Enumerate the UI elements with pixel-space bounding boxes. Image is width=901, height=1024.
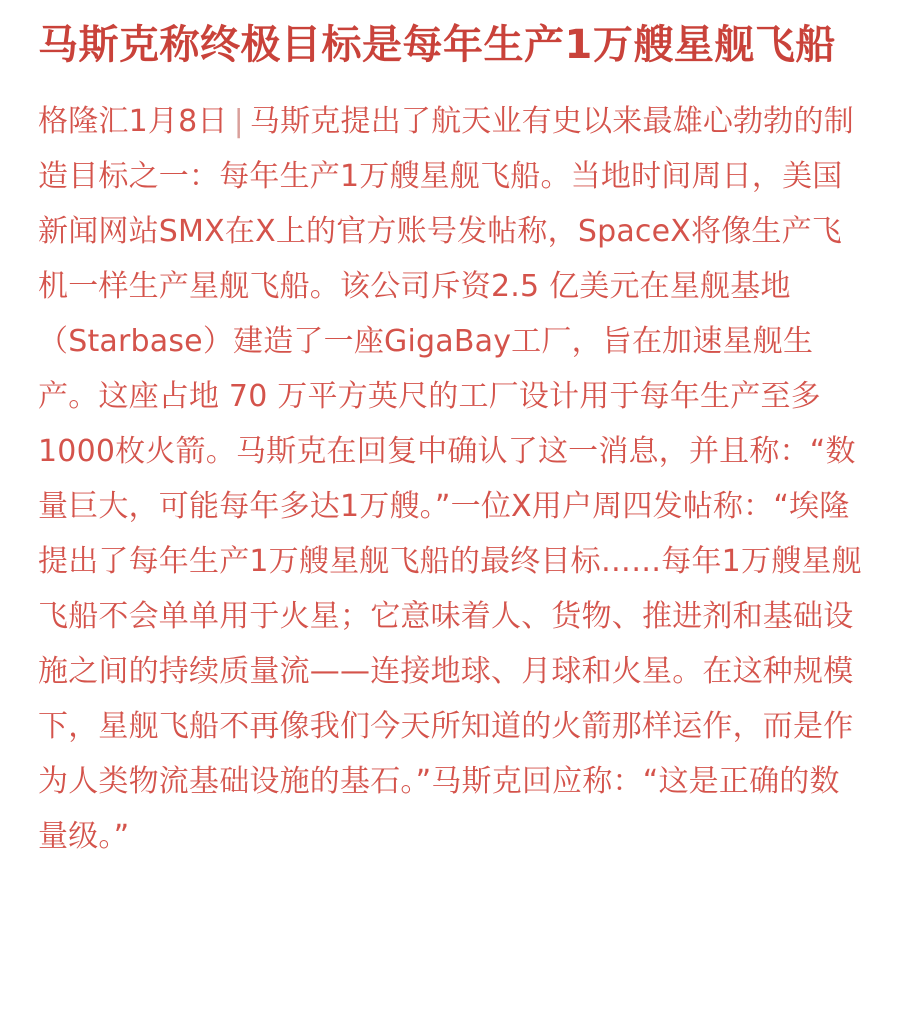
- article: [38, 14, 868, 864]
- article-source: 格隆汇1月8日: [38, 104, 228, 139]
- article-body: [38, 94, 868, 864]
- article-body-text: 马斯克提出了航天业有史以来最雄心勃勃的制造目标之一：每年生产1万艘星舰飞船。当地时间周日，美国新闻网站SMX在X上的官方账号发帖称，SpaceX将像生产飞机一样生产星舰飞船。该公司斥资2.5 亿美元在星舰基地（Starbase）建造了一座GigaBay工厂，旨在加速星舰生产。这座占地 70 万平方英尺的工厂设计用于每年生产至多1000枚火箭。马斯克在回复中确认了这一消息，并且称：“数量巨大，可能每年多达1万艘。”一位X用户周四发帖称：“埃隆提出了每年生产1万艘星舰飞船的最终目标……每年1万艘星舰飞船不会单单用于火星；它意味着人、货物、推进剂和基础设施之间的持续质量流——连接地球、月球和火星。在这种规模下，星舰飞船不再像我们今天所知道的火箭那样运作，而是作为人类物流基础设施的基石。”马斯克回应称：“这是正确的数量级。”: [38, 104, 862, 854]
- source-separator: |: [233, 104, 244, 139]
- article-title: 马斯克称终极目标是每年生产1万艘星舰飞船: [38, 22, 836, 68]
